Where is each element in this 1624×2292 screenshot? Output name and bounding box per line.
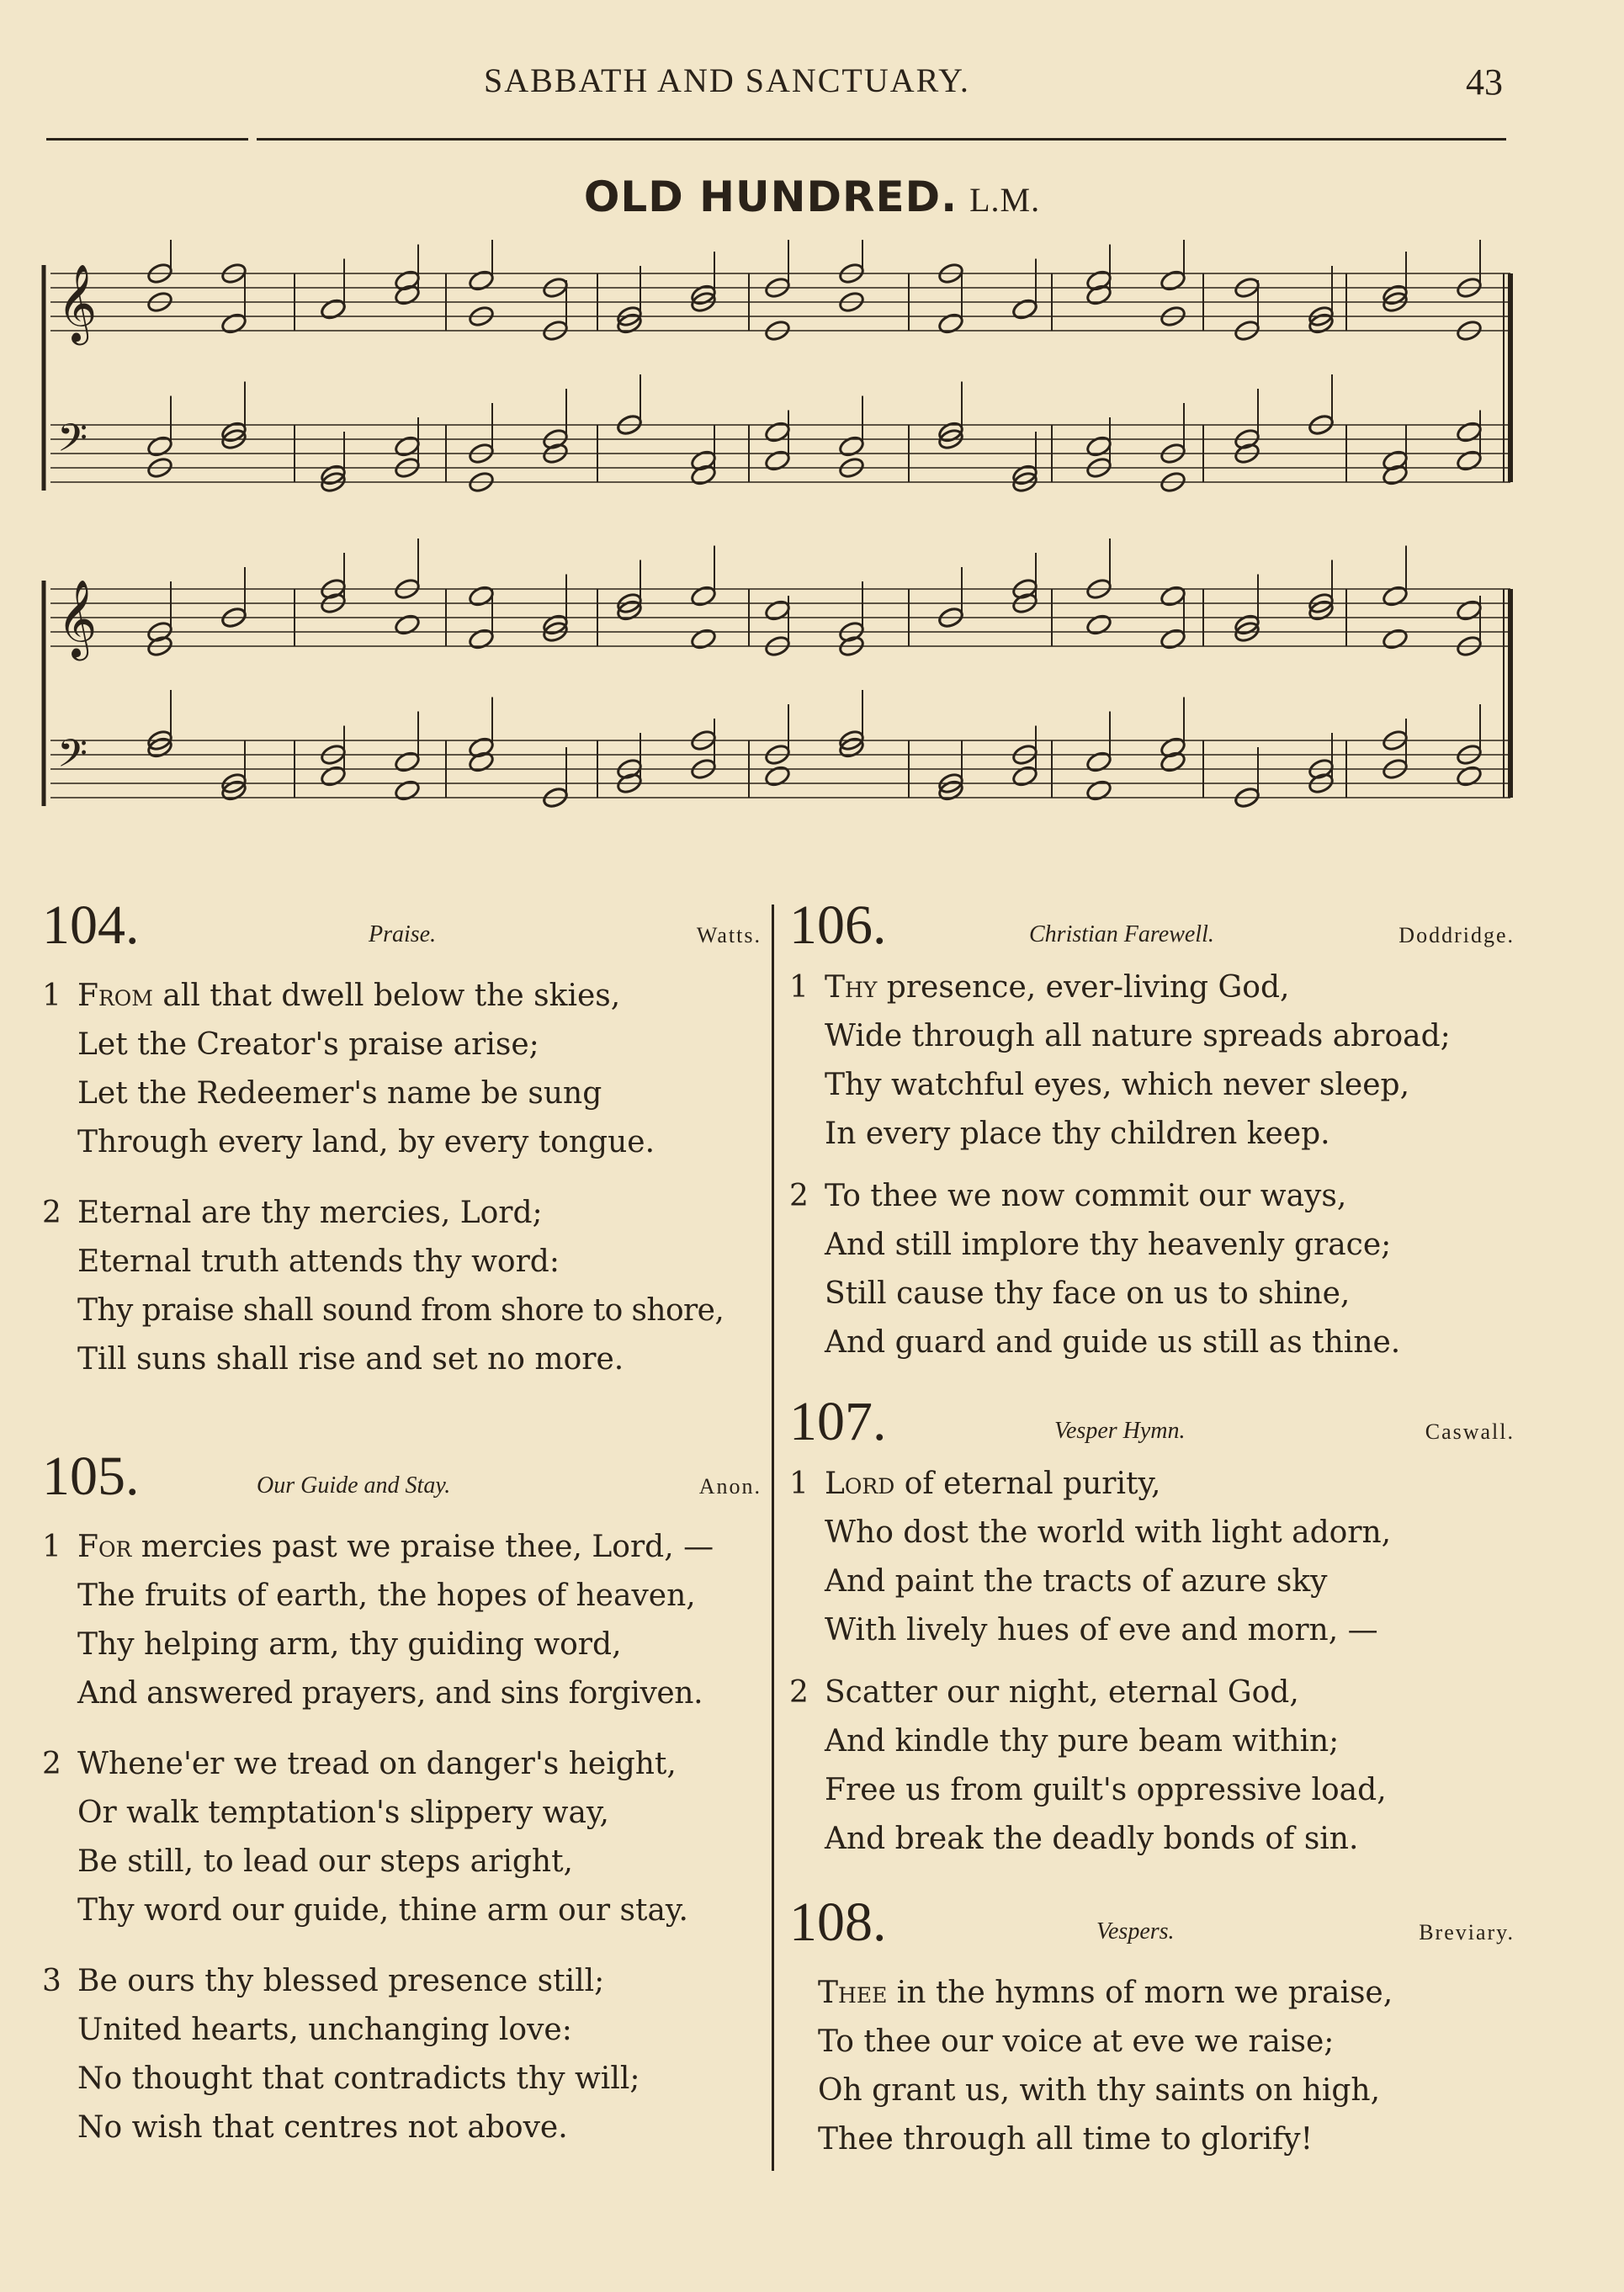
- verse-line: Eternal truth attends thy word:: [77, 1244, 560, 1279]
- note-head: [320, 764, 348, 788]
- hymn-number: 104.: [42, 894, 140, 956]
- verse-line: And guard and guide us still as thine.: [825, 1325, 1401, 1360]
- verse-line: Thy word our guide, thine arm our stay.: [77, 1893, 688, 1928]
- verse-line: Till suns shall rise and set no more.: [77, 1342, 624, 1377]
- stanza: [789, 1969, 1515, 2164]
- verse-line: No thought that contradicts thy will;: [77, 2061, 640, 2096]
- hymn-number: 107.: [789, 1391, 887, 1452]
- note-head: [764, 764, 792, 788]
- hymn-author: Breviary.: [1419, 1920, 1515, 1944]
- note-head: [1085, 434, 1113, 458]
- stanza-number: 2: [789, 1179, 809, 1213]
- note-head: [1456, 598, 1483, 622]
- stanza: [42, 1957, 762, 2152]
- note-head: [937, 311, 965, 335]
- verse-line: Free us from guilt's oppressive load,: [825, 1773, 1387, 1807]
- verse-line: With lively hues of eve and morn, —: [825, 1613, 1378, 1647]
- verse-line: Thee through all time to glorify!: [818, 2122, 1314, 2157]
- verse-line: And answered prayers, and sins forgiven.: [77, 1676, 703, 1711]
- hymn-author: Caswall.: [1425, 1419, 1515, 1444]
- stanza: [42, 1740, 762, 1935]
- music-score: [34, 240, 1523, 896]
- verse-line: Still cause thy face on us to shine,: [825, 1276, 1351, 1311]
- verse-line: For mercies past we praise thee, Lord, —: [77, 1530, 714, 1564]
- verse-line: Eternal are thy mercies, Lord;: [77, 1196, 543, 1230]
- verse-line: Scatter our night, eternal God,: [825, 1675, 1299, 1710]
- first-word: For: [77, 1530, 132, 1564]
- note-head: [1085, 778, 1113, 802]
- note-head: [1011, 764, 1039, 788]
- note-head: [1160, 627, 1187, 650]
- note-head: [1160, 268, 1187, 292]
- verse-line: The fruits of earth, the hopes of heaven,: [77, 1578, 696, 1613]
- hymn-subject: Vespers.: [1096, 1918, 1175, 1944]
- verse-line: Thy praise shall sound from shore to shore,: [77, 1293, 724, 1328]
- note-head: [468, 268, 496, 292]
- running-head: [0, 61, 1624, 103]
- stanza-number: 3: [42, 1964, 61, 1998]
- hymn-number: 105.: [42, 1446, 140, 1507]
- note-head: [320, 297, 348, 321]
- note-head: [1456, 420, 1483, 443]
- note-head: [764, 448, 792, 472]
- first-word: From: [77, 979, 153, 1013]
- hymn-104: [42, 896, 762, 1384]
- verse-line: From all that dwell below the skies,: [77, 979, 621, 1013]
- score-svg: [34, 240, 1523, 896]
- note-head: [394, 434, 422, 458]
- verse-line: Thy helping arm, thy guiding word,: [77, 1627, 622, 1662]
- verse-line: In every place thy children keep.: [825, 1117, 1330, 1151]
- first-word: Lord: [825, 1467, 895, 1501]
- note-head: [468, 584, 496, 607]
- note-head: [394, 613, 422, 636]
- stanza: [42, 1189, 762, 1384]
- note-head: [1011, 297, 1039, 321]
- stanza: [789, 963, 1515, 1159]
- running-title: SABBATH AND SANCTUARY.: [484, 61, 970, 99]
- verse-line: And kindle thy pure beam within;: [825, 1724, 1340, 1759]
- hymn-subject: Our Guide and Stay.: [257, 1472, 451, 1499]
- note-head: [1160, 584, 1187, 607]
- stanza-number: 2: [42, 1747, 61, 1781]
- hymn-header: [789, 1891, 1515, 1953]
- note-head: [394, 778, 422, 802]
- verse-line: Wide through all nature spreads abroad;: [825, 1019, 1451, 1053]
- hymn-105: [42, 1447, 762, 2152]
- note-head: [468, 627, 496, 650]
- stanza-number: 1: [789, 1467, 809, 1501]
- verse-line: And break the deadly bonds of sin.: [825, 1822, 1359, 1856]
- hymn-106: [789, 896, 1515, 1367]
- stanza-number: 2: [789, 1675, 809, 1710]
- note-head: [220, 311, 248, 335]
- hymn-number: 106.: [789, 894, 887, 956]
- note-head: [690, 584, 718, 607]
- stanza-number: 1: [42, 979, 61, 1013]
- note-head: [838, 434, 866, 458]
- verse-line: And paint the tracts of azure sky: [825, 1564, 1328, 1599]
- header-rule-short: [46, 138, 248, 141]
- first-word: Thee: [818, 1976, 888, 2010]
- stanza: [789, 1460, 1515, 1655]
- note-head: [1085, 613, 1113, 636]
- treble-clef-icon: 𝄞: [57, 263, 98, 342]
- hymn-author: Watts.: [696, 923, 762, 947]
- note-head: [764, 420, 792, 443]
- verse-line: Thy presence, ever-living God,: [825, 970, 1290, 1005]
- note-head: [1085, 750, 1113, 773]
- header-rule-long: [257, 138, 1506, 141]
- verse-line: Who dost the world with light adorn,: [825, 1515, 1392, 1550]
- page-number: 43: [1466, 61, 1503, 103]
- hymn-header: [789, 1393, 1515, 1450]
- verse-line: Lord of eternal purity,: [825, 1467, 1161, 1501]
- verse-line: Whene'er we tread on danger's height,: [77, 1747, 677, 1781]
- stanza: [42, 1523, 762, 1718]
- hymn-author: Anon.: [698, 1474, 762, 1499]
- hymn-header: [789, 894, 1515, 956]
- hymn-108: [789, 1893, 1515, 2164]
- stanza-number: 1: [789, 970, 809, 1005]
- tune-meter: L.M.: [969, 181, 1041, 219]
- verse-line: Through every land, by every tongue.: [77, 1125, 655, 1159]
- verse-line: Let the Creator's praise arise;: [77, 1027, 539, 1062]
- stanza: [789, 1669, 1515, 1864]
- verse-line: Oh grant us, with thy saints on high,: [818, 2073, 1381, 2108]
- note-head: [1456, 764, 1483, 788]
- hymn-author: Doddridge.: [1398, 923, 1515, 947]
- hymn-header: [42, 894, 762, 956]
- verse-line: United hearts, unchanging love:: [77, 2013, 572, 2047]
- verse-line: And still implore thy heavenly grace;: [825, 1228, 1392, 1262]
- note-head: [690, 627, 718, 650]
- hymn-107: [789, 1393, 1515, 1864]
- note-head: [764, 598, 792, 622]
- hymn-subject: Christian Farewell.: [1029, 921, 1214, 947]
- verse-line: Be ours thy blessed presence still;: [77, 1964, 605, 1998]
- verse-line: Or walk temptation's slippery way,: [77, 1796, 609, 1830]
- tune-name: OLD HUNDRED.: [583, 172, 958, 221]
- note-head: [394, 750, 422, 773]
- note-head: [1382, 584, 1409, 607]
- verse-line: To thee we now commit our ways,: [825, 1179, 1347, 1213]
- stanza: [42, 972, 762, 1167]
- tune-title: [0, 172, 1624, 221]
- note-head: [146, 434, 174, 458]
- hymn-subject: Vesper Hymn.: [1054, 1418, 1186, 1444]
- bass-clef-icon: 𝄢: [57, 731, 88, 786]
- verse-line: Thee in the hymns of morn we praise,: [818, 1976, 1393, 2010]
- verse-line: To thee our voice at eve we raise;: [818, 2024, 1335, 2059]
- hymn-number: 108.: [789, 1891, 887, 1953]
- first-word: Thy: [825, 970, 878, 1005]
- verse-line: Be still, to lead our steps aright,: [77, 1844, 573, 1879]
- hymn-header: [42, 1446, 762, 1507]
- hymn-subject: Praise.: [369, 921, 437, 947]
- stanza: [789, 1172, 1515, 1367]
- note-head: [1382, 627, 1409, 650]
- treble-clef-icon: 𝄞: [57, 579, 98, 657]
- stanza-number: 2: [42, 1196, 61, 1230]
- column-divider: [772, 905, 774, 2171]
- verse-line: Thy watchful eyes, which never sleep,: [825, 1068, 1410, 1102]
- bass-clef-icon: 𝄢: [57, 416, 88, 470]
- verse-line: Let the Redeemer's name be sung: [77, 1076, 602, 1111]
- note-head: [1456, 448, 1483, 472]
- verse-line: No wish that centres not above.: [77, 2110, 568, 2145]
- stanza-number: 1: [42, 1530, 61, 1564]
